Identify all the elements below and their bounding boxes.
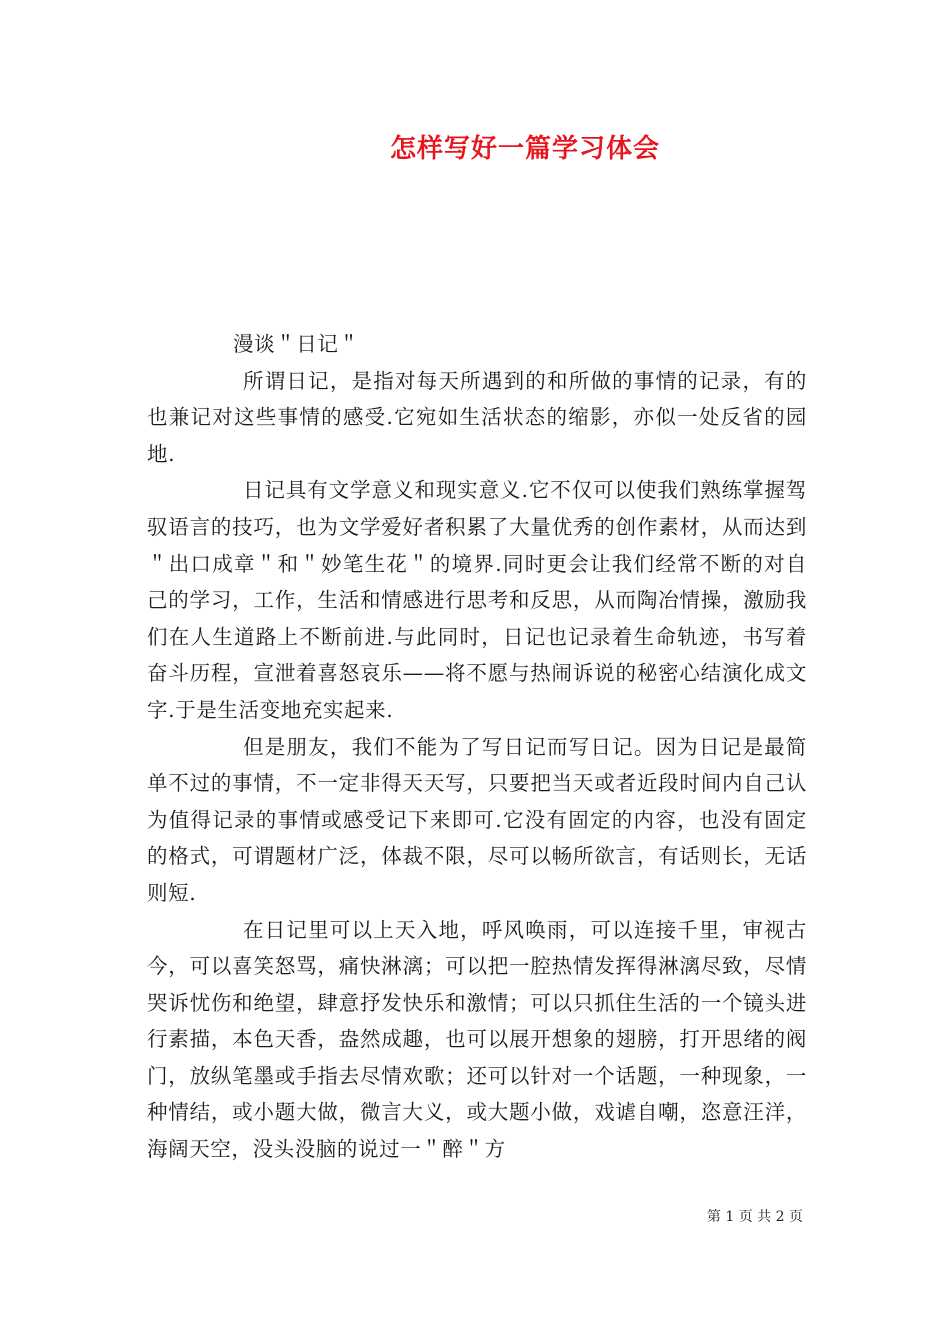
document-body — [147, 326, 807, 1168]
paragraph-3: 但是朋友，我们不能为了写日记而写日记。因为日记是最简单不过的事情，不一定非得天天写，只要把当天或者近段时间内自己认为值得记录的事情或感受记下来即可.它没有固定的内容，也没有固定的格式，可谓题材广泛，体裁不限，尽可以畅所欲言，有话则长，无话则短. — [147, 734, 807, 905]
page-number: 第 1 页 共 2 页 — [706, 1209, 803, 1225]
paragraph-4: 在日记里可以上天入地，呼风唤雨，可以连接千里，审视古今，可以喜笑怒骂，痛快淋漓；可以把一腔热情发挥得淋漓尽致，尽情哭诉忧伤和绝望，肆意抒发快乐和激情；可以只抓住生活的一个镜头进行素描，本色天香，盎然成趣，也可以展开想象的翅膀，打开思绪的阀门，放纵笔墨或手指去尽情欢歌；还可以针对一个话题，一种现象，一种情结，或小题大做，微言大义，或大题小做，戏谑自嘲，恣意汪洋，海阔天空，没头没脑的说过一＂醉＂方 — [147, 917, 807, 1162]
document-title: 怎样写好一篇学习体会 — [389, 134, 660, 164]
paragraph-1: 所谓日记，是指对每天所遇到的和所做的事情的记录，有的也兼记对这些事情的感受.它宛如生活状态的缩影，亦似一处反省的园地. — [147, 368, 807, 466]
paragraph-2: 日记具有文学意义和现实意义.它不仅可以使我们熟练掌握驾驭语言的技巧，也为文学爱好者积累了大量优秀的创作素材，从而达到＂出口成章＂和＂妙笔生花＂的境界.同时更会让我们经常不断的对自己的学习，工作，生活和情感进行思考和反思，从而陶冶情操，激励我们在人生道路上不断前进.与此同时，日记也记录着生命轨迹，书写着奋斗历程，宣泄着喜怒哀乐——将不愿与热闹诉说的秘密心结演化成文字.于是生活变地充实起来. — [147, 478, 807, 722]
document-subtitle: 漫谈＂日记＂ — [233, 332, 360, 356]
